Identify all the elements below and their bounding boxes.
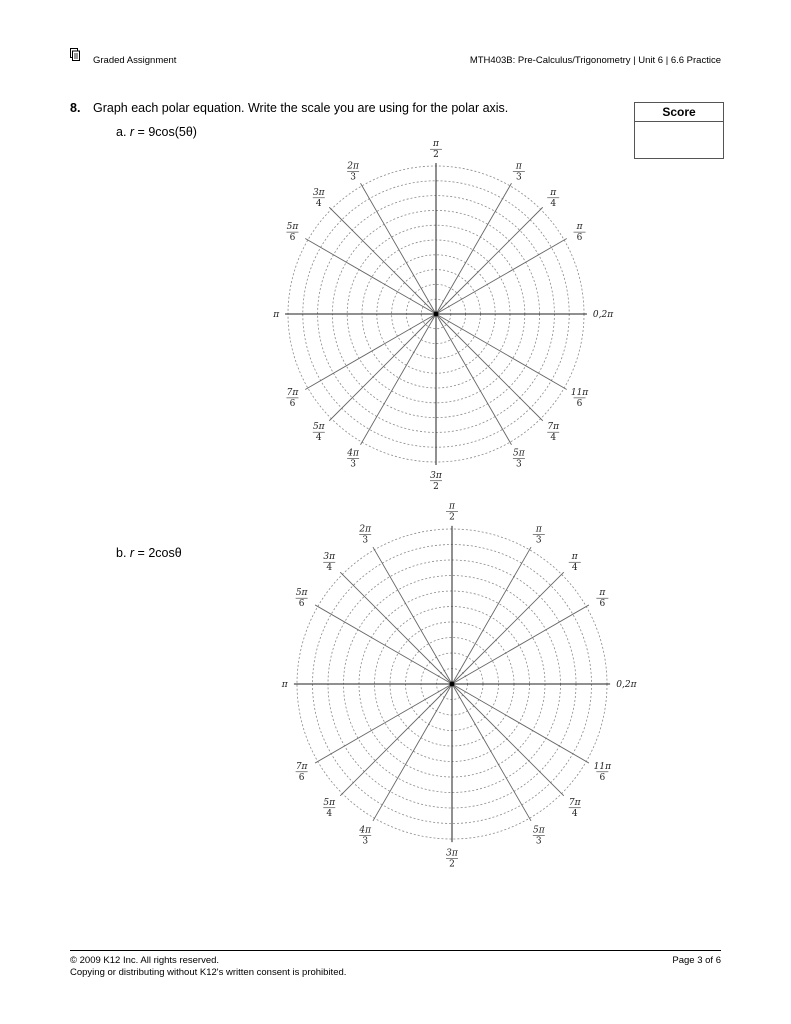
grid-b-angle-label bbox=[358, 525, 372, 546]
grid-a-angle-label bbox=[547, 422, 560, 443]
svg-text:3π: 3π bbox=[323, 552, 336, 563]
polar-grid-a[interactable] bbox=[262, 130, 632, 490]
grid-a-ray bbox=[361, 183, 436, 314]
grid-a-ray bbox=[436, 239, 567, 314]
footer-divider bbox=[70, 950, 721, 951]
grid-a-angle-label bbox=[430, 471, 443, 490]
svg-text:π: π bbox=[535, 524, 542, 535]
grid-a-angle-label bbox=[574, 222, 586, 243]
svg-text:3: 3 bbox=[516, 459, 522, 470]
svg-text:4: 4 bbox=[550, 433, 557, 444]
grid-a-pole bbox=[434, 312, 439, 317]
footer-copyright: © 2009 K12 Inc. All rights reserved. bbox=[70, 955, 220, 966]
svg-text:2π: 2π bbox=[347, 161, 359, 172]
svg-text:3: 3 bbox=[535, 836, 542, 847]
svg-text:π: π bbox=[281, 680, 288, 690]
grid-a-ray bbox=[329, 207, 436, 314]
grid-b-angle-label bbox=[594, 762, 612, 783]
svg-text:5π: 5π bbox=[532, 825, 545, 836]
svg-text:4: 4 bbox=[315, 198, 322, 209]
grid-a-ray bbox=[305, 239, 436, 314]
document-icon bbox=[70, 48, 80, 61]
grid-b-angle-label bbox=[533, 525, 545, 546]
grid-a-angle-label bbox=[272, 310, 280, 320]
part-a-label: a. r = 9cos(5θ) bbox=[116, 125, 197, 139]
grid-a-angle-label bbox=[513, 161, 525, 182]
grid-a-angle-label bbox=[513, 449, 526, 470]
svg-text:4: 4 bbox=[550, 198, 557, 209]
grid-b-ray bbox=[452, 572, 564, 684]
grid-a-angle-label bbox=[286, 388, 299, 409]
question-text: Graph each polar equation. Write the scale you are using for the polar axis. bbox=[93, 101, 509, 115]
svg-text:π: π bbox=[515, 161, 522, 172]
svg-text:4: 4 bbox=[571, 808, 578, 819]
svg-text:3π: 3π bbox=[312, 187, 325, 198]
grid-a-angle-label bbox=[313, 422, 326, 443]
grid-b-angle-label bbox=[358, 825, 372, 846]
svg-text:6: 6 bbox=[576, 398, 583, 409]
grid-a-angle-label bbox=[286, 222, 299, 243]
svg-text:4: 4 bbox=[326, 808, 333, 819]
part-b-label: b. r = 2cosθ bbox=[116, 546, 182, 560]
svg-text:π: π bbox=[576, 222, 583, 233]
svg-text:4: 4 bbox=[315, 433, 322, 444]
svg-text:6: 6 bbox=[576, 233, 583, 244]
svg-text:4: 4 bbox=[326, 563, 333, 574]
score-label: Score bbox=[635, 103, 723, 122]
svg-text:6: 6 bbox=[298, 772, 305, 783]
polar-grid-b[interactable] bbox=[272, 493, 648, 877]
grid-b-angle-label bbox=[281, 680, 289, 690]
svg-text:3: 3 bbox=[362, 836, 369, 847]
svg-text:4π: 4π bbox=[347, 448, 359, 459]
grid-a-angle-label bbox=[593, 310, 614, 320]
svg-text:11π: 11π bbox=[570, 387, 589, 398]
grid-b-ray bbox=[340, 684, 452, 796]
svg-text:5π: 5π bbox=[513, 448, 525, 459]
grid-a-angle-label bbox=[346, 449, 360, 470]
svg-text:π: π bbox=[449, 501, 455, 512]
grid-a-ray bbox=[436, 207, 543, 314]
page-footer bbox=[70, 955, 721, 979]
polar-grid-b-svg[interactable] bbox=[272, 493, 648, 877]
grid-b-angle-label bbox=[616, 680, 637, 690]
svg-text:4: 4 bbox=[571, 563, 578, 574]
svg-text:7π: 7π bbox=[568, 797, 581, 808]
grid-a-angle-label bbox=[313, 188, 326, 209]
svg-text:3: 3 bbox=[535, 535, 542, 546]
grid-b-ray bbox=[452, 684, 589, 763]
grid-b-ray bbox=[373, 547, 452, 684]
grid-b-ray bbox=[340, 572, 452, 684]
svg-text:2π: 2π bbox=[359, 524, 372, 535]
grid-b-angle-label bbox=[533, 825, 546, 846]
svg-text:3π: 3π bbox=[446, 848, 458, 859]
grid-a-ray bbox=[436, 183, 511, 314]
svg-text:4π: 4π bbox=[359, 825, 372, 836]
grid-b-ray bbox=[452, 605, 589, 684]
svg-text:7π: 7π bbox=[547, 422, 560, 433]
grid-b-angle-label bbox=[446, 849, 459, 870]
svg-text:6: 6 bbox=[289, 233, 296, 244]
svg-text:π: π bbox=[433, 139, 439, 150]
svg-text:0,2π: 0,2π bbox=[616, 680, 637, 690]
polar-grid-a-svg[interactable] bbox=[262, 130, 632, 490]
svg-text:6: 6 bbox=[599, 599, 606, 610]
svg-text:π: π bbox=[599, 588, 606, 599]
svg-text:3: 3 bbox=[516, 172, 522, 183]
question-number: 8. bbox=[70, 101, 81, 115]
grid-a-ray bbox=[436, 314, 543, 421]
svg-text:2: 2 bbox=[449, 512, 455, 523]
svg-text:3: 3 bbox=[362, 535, 369, 546]
svg-text:3: 3 bbox=[350, 459, 356, 470]
svg-text:π: π bbox=[571, 552, 578, 563]
svg-text:π: π bbox=[273, 310, 280, 320]
grid-b-angle-label bbox=[569, 798, 582, 819]
svg-text:5π: 5π bbox=[323, 797, 336, 808]
svg-text:5π: 5π bbox=[286, 222, 299, 233]
grid-b-ray bbox=[452, 684, 531, 821]
svg-text:3: 3 bbox=[350, 172, 356, 183]
grid-a-ray bbox=[436, 314, 567, 389]
grid-b-ray bbox=[315, 605, 452, 684]
grid-a-angle-label bbox=[547, 188, 559, 209]
grid-b-angle-label bbox=[323, 552, 336, 573]
svg-text:2: 2 bbox=[449, 859, 455, 870]
grid-b-ray bbox=[452, 684, 564, 796]
grid-a-ray bbox=[361, 314, 436, 445]
svg-text:3π: 3π bbox=[430, 470, 442, 481]
footer-page-number: Page 3 of 6 bbox=[672, 955, 721, 966]
footer-notice: Copying or distributing without K12's written consent is prohibited. bbox=[70, 967, 347, 978]
svg-text:2: 2 bbox=[433, 481, 439, 490]
svg-text:0,2π: 0,2π bbox=[592, 310, 614, 320]
svg-text:5π: 5π bbox=[312, 422, 325, 433]
grid-b-angle-label bbox=[296, 588, 309, 609]
grid-a-ray bbox=[436, 314, 511, 445]
grid-a-ray bbox=[305, 314, 436, 389]
svg-text:6: 6 bbox=[289, 398, 296, 409]
svg-text:11π: 11π bbox=[593, 761, 612, 772]
svg-text:7π: 7π bbox=[286, 387, 299, 398]
svg-text:2: 2 bbox=[433, 150, 439, 161]
grid-b-pole bbox=[450, 682, 455, 687]
grid-b-angle-label bbox=[323, 798, 336, 819]
grid-b-angle-label bbox=[596, 588, 608, 609]
score-box bbox=[634, 102, 724, 159]
svg-text:6: 6 bbox=[298, 599, 305, 610]
grid-a-angle-label bbox=[346, 161, 360, 182]
grid-b-angle-label bbox=[569, 552, 581, 573]
svg-text:5π: 5π bbox=[295, 588, 308, 599]
svg-text:6: 6 bbox=[599, 772, 606, 783]
grid-b-ray bbox=[452, 547, 531, 684]
page-header bbox=[70, 52, 721, 70]
svg-text:π: π bbox=[550, 187, 557, 198]
header-course-title: MTH403B: Pre-Calculus/Trigonometry | Unit 6 | 6.6 Practice bbox=[469, 55, 721, 66]
grid-a-angle-label bbox=[430, 139, 442, 160]
grid-b-angle-label bbox=[296, 762, 309, 783]
grid-a-angle-label bbox=[571, 388, 589, 409]
grid-a-ray bbox=[329, 314, 436, 421]
svg-text:7π: 7π bbox=[295, 761, 308, 772]
grid-b-angle-label bbox=[446, 501, 458, 522]
grid-b-ray bbox=[373, 684, 452, 821]
header-assignment-type: Graded Assignment bbox=[93, 55, 177, 66]
grid-b-ray bbox=[315, 684, 452, 763]
